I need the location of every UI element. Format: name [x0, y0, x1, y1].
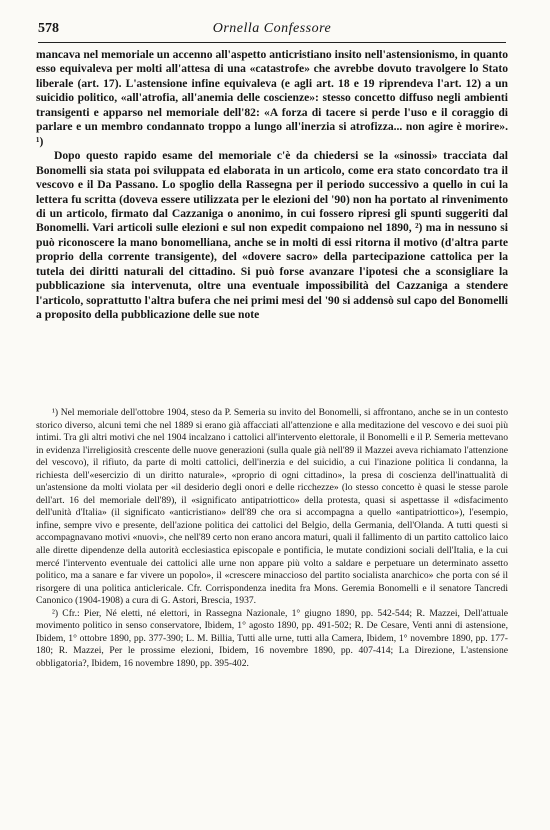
page-header: [38, 20, 506, 43]
page-number: 578: [38, 21, 59, 36]
footnote-2: ²) Cfr.: Pier, Né eletti, né elettori, in Rassegna Nazionale, 1° giugno 1890, pp. 542-544; R. Mazzei, Dell'attuale movimento politico in senso conservatore, Ibidem, 1° agosto 1890, pp. 491-502; R. De Cesare, Venti anni di astensione, Ibidem, 1° ottobre 1890, pp. 377-390; L. M. Billia, Tutti alle urne, tutti alla Camera, Ibidem, 1° novembre 1890, pp. 177-180; R. Mazzei, Per le prossime elezioni, Ibidem, 16 novembre 1890, pp. 407-414; La Direzione, L'astensione obbligatoria?, Ibidem, 16 novembre 1890, pp. 395-402.: [36, 607, 508, 669]
footnotes: [36, 407, 508, 670]
footnote-1: ¹) Nel memoriale dell'ottobre 1904, steso da P. Semeria su invito del Bonomelli, si affrontano, anche se in un contesto storico diverso, alcuni temi che nel 1889 si erano già affacciati all'attenzione e alla meditazione del vescovo e dei suoi più intimi. Tra gli altri motivi che nel 1904 incalzano i cattolici all'intervento elettorale, il Bonomelli e il P. Semeria mettevano in evidenza l'irreligiosità crescente delle nuove generazioni (sulla quale già nell'89 il Mazzei aveva richiamato l'attenzione del vescovo), il rifiuto, da parte di molti cattolici, dell'inerzia e del suicidio, a cui l'inazione politica li condanna, la richiesta dell'«esercizio di un diritto naturale», «proprio di ogni cittadino», la presa di coscienza dell'inattualità di un'astensione da molti violata per «il desiderio degli onori e delle ricchezze» (lo stesso concetto è quasi le stesse parole dell'art. 16 del memoriale dell'89), il «significato antipatriottico» della protesta, quasi si aspettasse il «disfacimento dell'unità d'Italia» (il significato «anticristiano» dell'89 che ora si accompagna a quello «antipatriottico»), l'esempio, infine, sempre vivo e presente, dell'azione politica dei cattolici del Belgio, della Germania, dell'Olanda. A tutti questi si accompagnavano motivi «nuovi», che nell'89 certo non erano ancora maturi, quali il fallimento di un partito cattolico laico alle dirette dipendenze della autorità ecclesiastica episcopale e pontificia, le mutate condizioni sociali dell'Italia, e la cui mercé l'intervento eventuale dei cattolici alle urne non appare più volto a saldare e perpetuare un determinato assetto politico, ma a sanare e far vivere un popolo», il «crescere minaccioso del partito socialista anarchico» che porta con sé il risorgere di una politica anticlericale. Cfr. Corrispondenza inedita fra Mons. Geremia Bonomelli e il senatore Tancredi Canonico (1904-1908) a cura di G. Astori, Brescia, 1937.: [36, 407, 508, 607]
main-text: [36, 48, 508, 323]
paragraph: Dopo questo rapido esame del memoriale c'è da chiedersi se la «sinossi» tracciata dal Bonomelli sia stata poi sviluppata ed elaborata in un articolo, come era stato concordato tra il vescovo e il Da Passano. Lo spoglio della Rassegna per il periodo successivo a quello in cui la lettera fu scritta (doveva essere utilizzata per le elezioni del '90) non ha portato al rinvenimento di un articolo, firmato dal Cazzaniga o anonimo, in cui fossero ripresi gli spunti suggeriti dal Bonomelli. Vari articoli sulle elezioni e sul non expedit compaiono nel 1890, ²) ma in nessuno si può riconoscere la mano bonomelliana, anche se in molti di essi ritorna il motivo (d'altra parte proprio della corrente transigente), del «dovere sacro» della partecipazione cattolica per la tutela dei diritti naturali del cittadino. Si può forse avanzare l'ipotesi che a sconsigliare la pubblicazione sia intervenuta, oltre una eventuale impossibilità del Cazzaniga a stendere l'articolo, soprattutto l'altra bufera che nei primi mesi del '90 si addensò sul capo del Bonomelli a proposito della pubblicazione delle sue note: [36, 149, 508, 322]
running-title: Ornella Confessore: [212, 21, 332, 36]
paragraph-continuation: mancava nel memoriale un accenno all'aspetto anticristiano insito nell'astensionismo, in quanto esso equivaleva per molti all'attesa di una «catastrofe» che avrebbe dovuto travolgere lo Stato liberale (art. 17). L'astensione infine equivaleva (e agli art. 18 e 19 riprendeva l'art. 12) a un suicidio politico, «all'atrofia, all'anemia delle coscienze»: stesso concetto diffuso negli ambienti transigenti e apparso nel memoriale dell'82: «A forza di tacere si perde l'uso e il coraggio di parlare e un membro condannato troppo a lungo all'inerzia si atrofizza... non agire è morire». ¹): [36, 48, 508, 148]
